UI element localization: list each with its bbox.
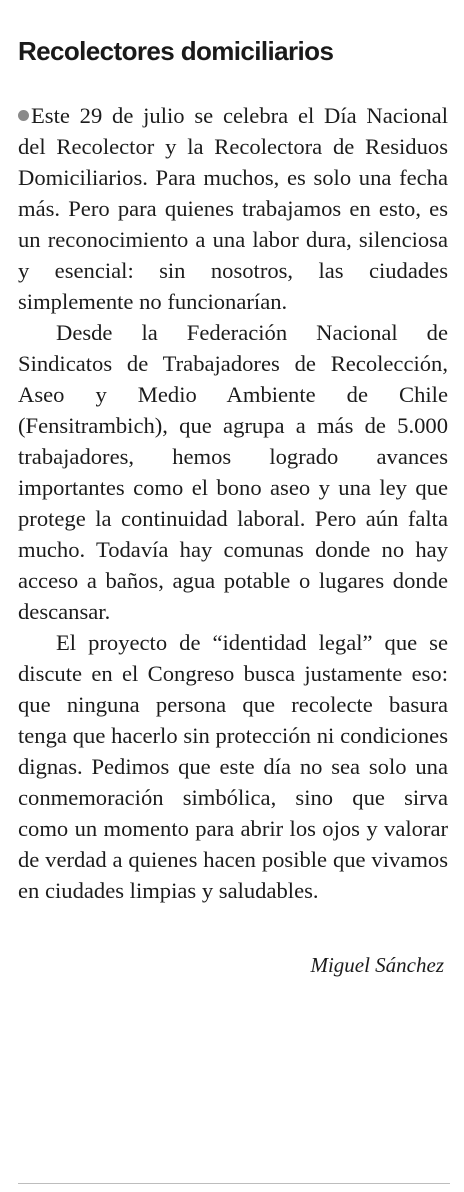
author-signature: Miguel Sánchez — [310, 953, 444, 977]
article-headline: Recolectores domiciliarios — [18, 36, 334, 66]
paragraph-text: Este 29 de julio se celebra el Día Nacional del Recolector y la Recolectora de Residuos Domiciliarios. Para muchos, es solo una fecha más. Pero para quienes trabajamos en esto, es un reconocimiento a una labor dura, silenciosa y esencial: sin nosotros, las ciudades simplemente no funcionarían. — [18, 103, 448, 314]
article-paragraph-1 — [18, 100, 448, 317]
article-paragraph-3: El proyecto de “identidad legal” que se discute en el Congreso busca justamente eso: que ninguna persona que recolecte basura tenga que hacerlo sin protección ni condiciones dignas. Pedimos que este día no sea solo una conmemoración simbólica, sino que sirva como un momento para abrir los ojos y valorar de verdad a quienes hacen posible que vivamos en ciudades limpias y saludables. — [18, 630, 448, 903]
bottom-divider — [18, 1183, 450, 1184]
bullet-icon — [18, 110, 29, 121]
article-body — [18, 100, 448, 906]
article-paragraph-2: Desde la Federación Nacional de Sindicatos de Trabajadores de Recolección, Aseo y Medio Ambiente de Chile (Fensitrambich), que agrupa a más de 5.000 trabajadores, hemos logrado avances importantes como el bono aseo y una ley que protege la continuidad laboral. Pero aún falta mucho. Todavía hay comunas donde no hay acceso a baños, agua potable o lugares donde descansar. — [18, 320, 448, 624]
